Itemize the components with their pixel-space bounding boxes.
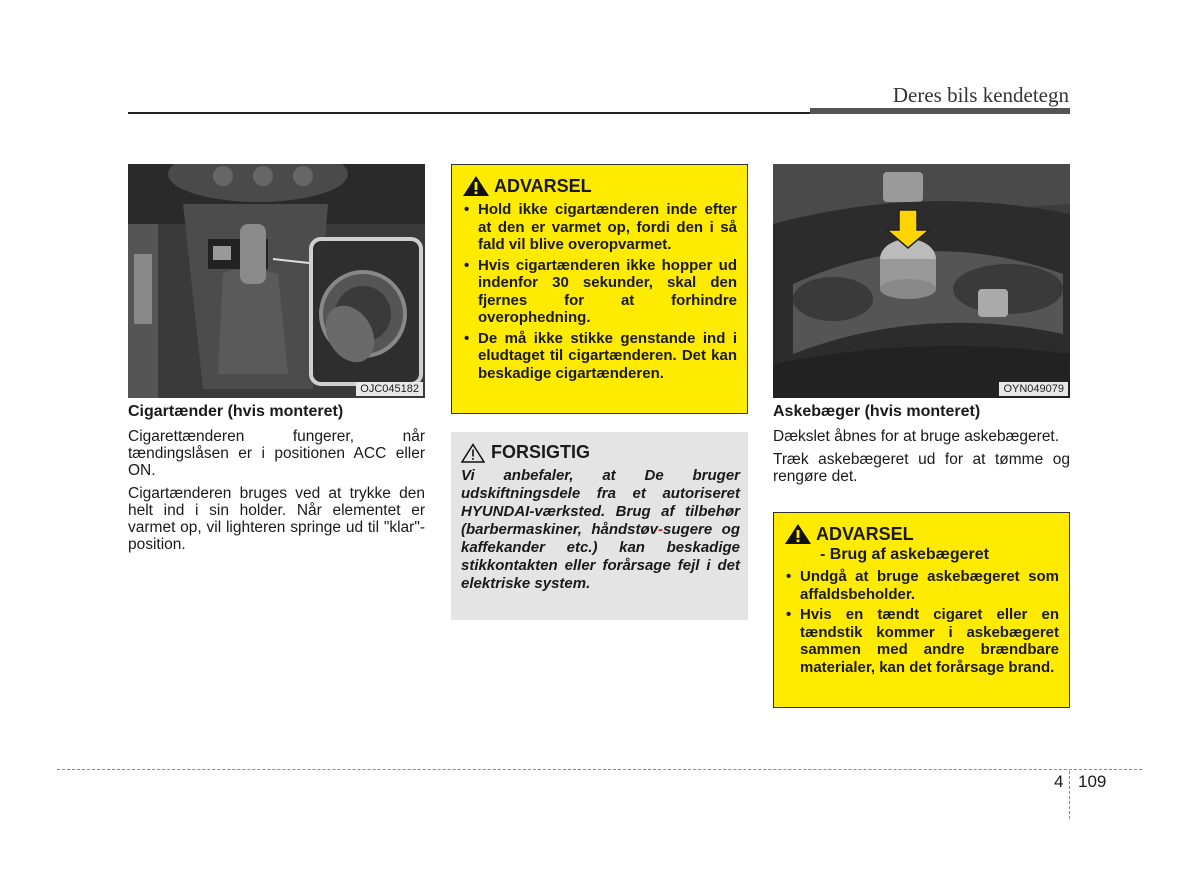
paragraph: Træk askebægeret ud for at tømme og rengøre det. <box>773 451 1070 485</box>
warning-header <box>462 175 737 197</box>
caution-text-hyphen: - <box>658 521 664 538</box>
warning-subtitle: - Brug af askebægeret <box>820 546 989 563</box>
warning-triangle-icon <box>784 523 812 545</box>
cigar-lighter-photo <box>128 164 425 398</box>
page-number: 109 <box>1078 772 1107 791</box>
header-rule-accent <box>810 108 1070 114</box>
caution-text <box>461 467 740 593</box>
paragraph: Cigarettænderen fungerer, når tændingslåsen er i positionen ACC eller ON. <box>128 428 425 479</box>
footer-rule <box>57 769 1142 770</box>
warning-triangle-icon <box>462 175 490 197</box>
caution-title: FORSIGTIG <box>491 442 590 462</box>
warning-header <box>784 523 1059 545</box>
list-item: • De må ikke stikke genstande ind i eludtaget til cigartænderen. Det kan beskadige cigartænderen. <box>462 330 737 383</box>
list-item: • Undgå at bruge askebægeret som affaldsbeholder. <box>784 568 1059 603</box>
right-text-column <box>773 403 1070 485</box>
caution-box <box>451 432 748 620</box>
header-rule <box>128 112 810 114</box>
caution-text-part: sugere og kaffekander etc.) kan beskadige stikkontakten eller forårsage fejl i det elektriske system. <box>461 521 741 592</box>
image-code: OYN049079 <box>999 382 1068 396</box>
left-text-column <box>128 403 425 553</box>
image-code: OJC045182 <box>356 382 423 396</box>
page-header-title: Deres bils kendetegn <box>892 83 1069 107</box>
section-heading: Askebæger (hvis monteret) <box>773 403 981 420</box>
warning-box <box>451 164 748 414</box>
ashtray-warning-box <box>773 512 1070 708</box>
chapter-number: 4 <box>1054 772 1064 791</box>
paragraph: Cigartænderen bruges ved at trykke den helt ind i sin holder. Når elementet er varmet op, vil lighteren springe ud til "klar"-position. <box>128 485 425 553</box>
warning-list <box>462 201 737 382</box>
warning-list <box>784 568 1059 676</box>
warning-title: ADVARSEL <box>494 175 592 196</box>
section-heading: Cigartænder (hvis monteret) <box>128 403 344 420</box>
list-item: • Hold ikke cigartænderen inde efter at den er varmet op, fordi den i så fald vil blive overopvarmet. <box>462 201 737 254</box>
list-item: • Hvis cigartænderen ikke hopper ud indenfor 30 sekunder, skal den fjernes for at forhindre overophedning. <box>462 257 737 327</box>
list-item: • Hvis en tændt cigaret eller en tændstik kommer i askebægeret sammen med andre brændbare materialer, kan det forårsage brand. <box>784 606 1059 676</box>
ashtray-photo <box>773 164 1070 398</box>
paragraph: Dækslet åbnes for at bruge askebægeret. <box>773 428 1060 445</box>
caution-triangle-icon <box>461 443 485 463</box>
caution-text-part: Vi anbefaler, at De bruger udskiftningsdele fra et autoriseret HYUNDAI-værksted. Brug af tilbehør (barbermaskiner, håndstøv <box>461 467 740 538</box>
footer-divider <box>1069 771 1070 819</box>
caution-header <box>461 442 740 463</box>
warning-title: ADVARSEL <box>816 523 914 544</box>
